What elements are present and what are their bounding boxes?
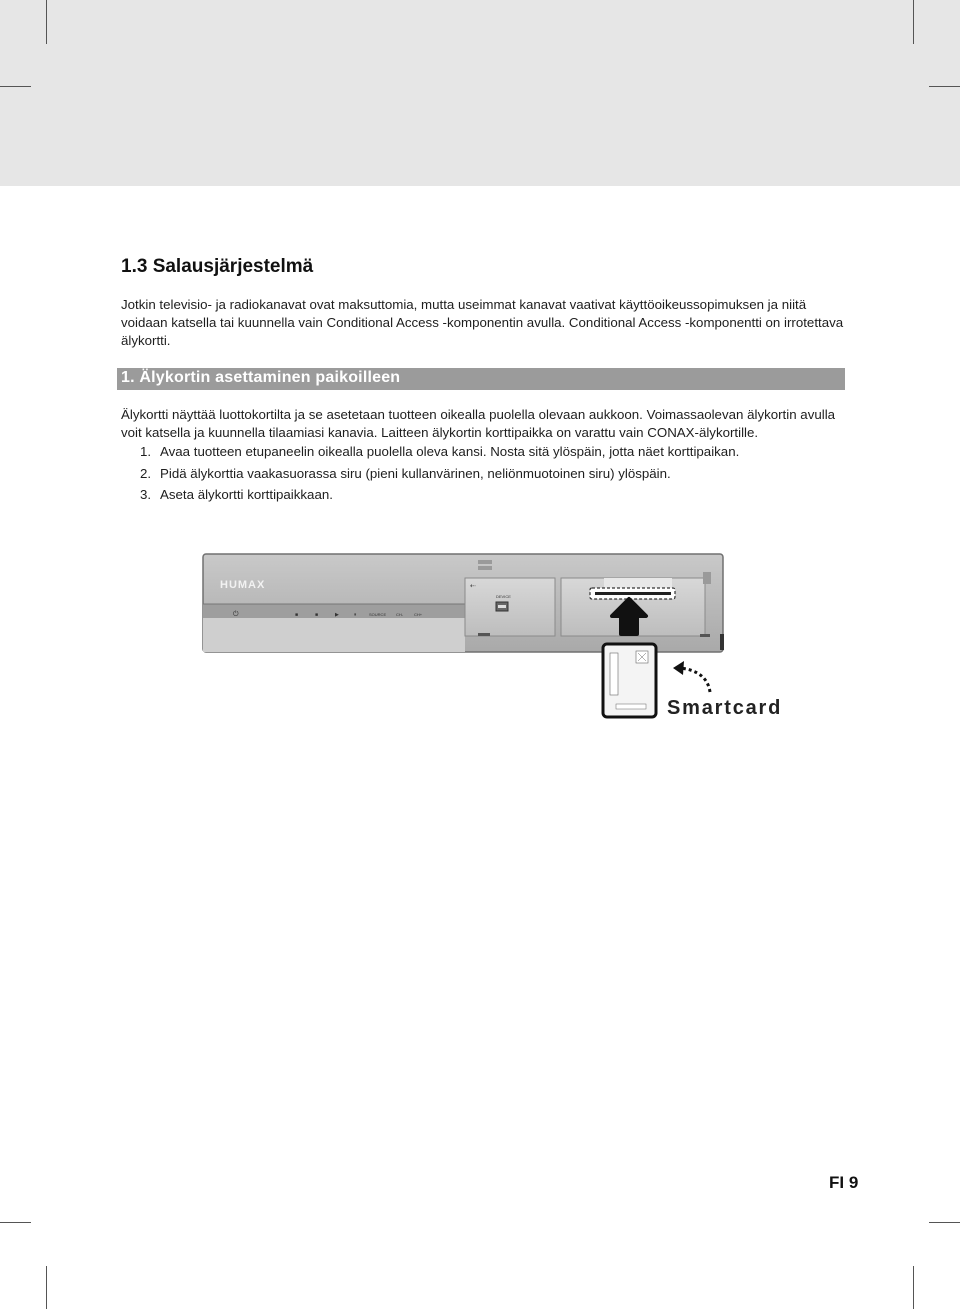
usb-device-label: DEVICE [496, 594, 511, 599]
crop-mark [0, 86, 31, 87]
subsection-body: Älykortti näyttää luottokortilta ja se asetetaan tuotteen oikealla puolella olevaan aukkoon. Voimassaolevan älykortin avulla voit katsella ja kuunnella tilaamiasi kanavia. Laitteen älykortin korttipaikka on varattu vain CONAX-älykortille. [121, 407, 836, 440]
list-item [140, 443, 739, 461]
crop-mark [46, 1266, 47, 1309]
curved-arrow-icon [673, 661, 710, 692]
page-number: FI 9 [829, 1173, 859, 1192]
page-top-band [0, 0, 960, 186]
step-text: Avaa tuotteen etupaneelin oikealla puolella oleva kansi. Nosta sitä ylöspäin, jotta näet korttipaikan. [160, 444, 740, 459]
crop-mark [913, 1266, 914, 1309]
step-number: 2. [140, 466, 152, 481]
smartcard-label: Smartcard [667, 697, 783, 719]
list-item [140, 486, 333, 504]
smartcard-icon [603, 644, 656, 717]
record-icon: ■ [315, 612, 319, 618]
subsection-heading-bar [117, 368, 845, 390]
source-label: SOURCE [369, 612, 387, 617]
intro-paragraph: Jotkin televisio- ja radiokanavat ovat maksuttomia, mutta useimmat kanavat vaativat käyttöoikeussopimuksen ja niitä voidaan katsella tai kuunnella vain Conditional Access -komponentin avulla. Conditional Access -komponentti on irrotettava älykortti. [121, 297, 844, 348]
pause-icon: ⏸ [354, 612, 357, 618]
step-text: Pidä älykorttia vaakasuorassa siru (pieni kullanvärinen, neliönmuotoinen siru) ylöspäin. [160, 466, 671, 481]
brand-logo: HUMAX [220, 579, 266, 591]
channel-up-label: CH+ [414, 612, 423, 617]
subsection-heading: 1. Älykortin asettaminen paikoilleen [121, 369, 401, 386]
crop-mark [913, 0, 914, 44]
step-number: 3. [140, 487, 152, 502]
play-icon: ▶ [335, 612, 339, 618]
smartcard-insertion-illustration [200, 552, 800, 724]
crop-mark [929, 86, 960, 87]
channel-down-label: CH- [396, 612, 404, 617]
crop-mark [0, 1222, 31, 1223]
usb-icon: ⇠ [470, 582, 476, 590]
list-item [140, 465, 671, 483]
crop-mark [46, 0, 47, 44]
step-number: 1. [140, 444, 152, 459]
step-text: Aseta älykortti korttipaikkaan. [160, 487, 333, 502]
crop-mark [929, 1222, 960, 1223]
section-title: 1.3 Salausjärjestelmä [121, 256, 314, 277]
power-icon: ⏻ [233, 611, 239, 618]
stop-icon: ■ [295, 612, 299, 618]
